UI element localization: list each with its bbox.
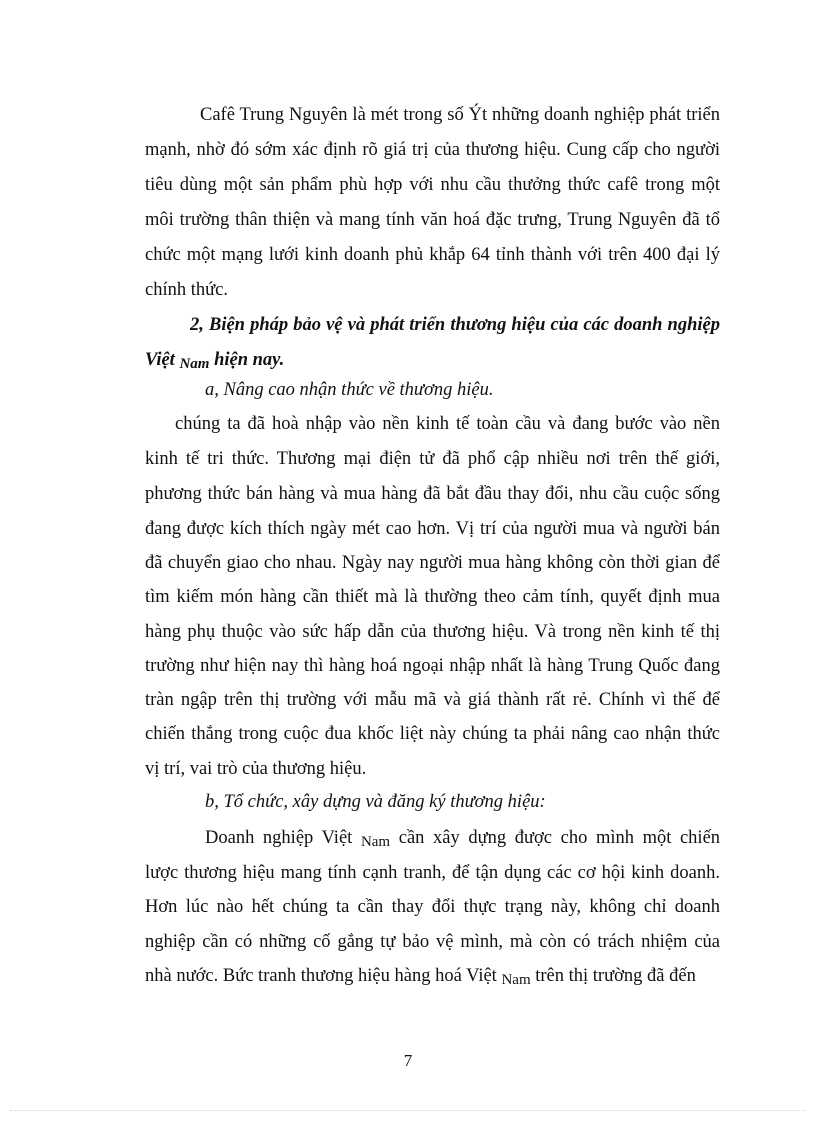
p3-l1-post: cần xây dựng được cho mình một chiến [398,828,721,848]
paragraph3-line-5 [145,964,696,992]
paragraph2-line-3: phương thức bán hàng và mua hàng đã bắt đầu thay đổi, nhu cầu cuộc sống [145,484,720,504]
page-bottom-rule [10,1110,806,1111]
p3-l1-nam: Nam [360,834,391,850]
paragraph3-line-2: lược thương hiệu mang tính cạnh tranh, để tận dụng các cơ hội kinh doanh. [145,863,720,883]
paragraph2-line-10: chiến thắng trong cuộc đua khốc liệt này chúng ta phải nâng cao nhận thức [145,724,720,744]
page-number: 7 [403,1051,413,1070]
paragraph2-line-7: hàng phụ thuộc vào sức hấp dẫn của thương hiệu. Và trong nền kinh tế thị [145,622,720,642]
paragraph2-line-4: đang được kích thích ngày mét cao hơn. Vị trí của người mua và người bán [145,519,720,539]
p3-l5-nam: Nam [501,972,531,988]
paragraph1-line-6: chính thức. [145,280,228,300]
paragraph2-line-2: kinh tế tri thức. Thương mại điện tử đã phổ cập nhiều nơi trên thế giới, [145,449,720,469]
paragraph1-line-4: môi trường thân thiện và mang tính văn hoá đặc trưng, Trung Nguyên đã tổ [145,210,720,230]
paragraph3-line-3: Hơn lúc nào hết chúng ta cần thay đổi thực trạng này, không chỉ doanh [145,897,720,917]
heading-word-hien-nay: hiện nay. [214,350,285,370]
heading-word-viet: Việt [145,350,175,370]
paragraph2-line-9: tràn ngập trên thị trường với mẫu mã và giá thành rất rẻ. Chính vì thế để [145,690,720,710]
paragraph1-line-5: chức một mạng lưới kinh doanh phủ khắp 64 tỉnh thành với trên 400 đại lý [145,245,720,265]
section-heading-line-1: 2, Biện pháp bảo vệ và phát triển thương hiệu của các doanh nghiệp [190,315,720,335]
paragraph1-line-1: Cafê Trung Nguyên là mét trong số Ýt những doanh nghiệp phát triển [200,105,720,125]
p3-l5-post: trên thị trường đã đến [535,966,696,986]
section-heading-line-2 [145,348,284,376]
paragraph3-line-1 [205,826,720,854]
paragraph1-line-3: tiêu dùng một sản phẩm phù hợp với nhu cầu thưởng thức cafê trong một [145,175,720,195]
paragraph2-line-5: đã chuyển giao cho nhau. Ngày nay người mua hàng không còn thời gian để [145,553,720,573]
subheading-b: b, Tổ chức, xây dựng và đăng ký thương hiệu: [205,792,546,812]
paragraph1-line-2: mạnh, nhờ đó sớm xác định rõ giá trị của thương hiệu. Cung cấp cho người [145,140,720,160]
paragraph2-line-8: trường như hiện nay thì hàng hoá ngoại nhập nhất là hàng Trung Quốc đang [145,656,720,676]
heading-word-nam: Nam [179,356,210,372]
p3-l5-pre: nhà nước. Bức tranh thương hiệu hàng hoá Việt [145,966,497,986]
paragraph2-line-1: chúng ta đã hoà nhập vào nền kinh tế toàn cầu và đang bước vào nền [175,414,720,434]
paragraph2-line-11: vị trí, vai trò của thương hiệu. [145,759,367,779]
paragraph3-line-4: nghiệp cần có những cố gắng tự bảo vệ mình, mà còn có trách nhiệm của [145,932,720,952]
p3-l1-pre: Doanh nghiệp Việt [205,828,353,848]
paragraph2-line-6: tìm kiếm món hàng cần thiết mà là thường theo cảm tính, quyết định mua [145,587,720,607]
subheading-a: a, Nâng cao nhận thức về thương hiệu. [205,380,494,400]
